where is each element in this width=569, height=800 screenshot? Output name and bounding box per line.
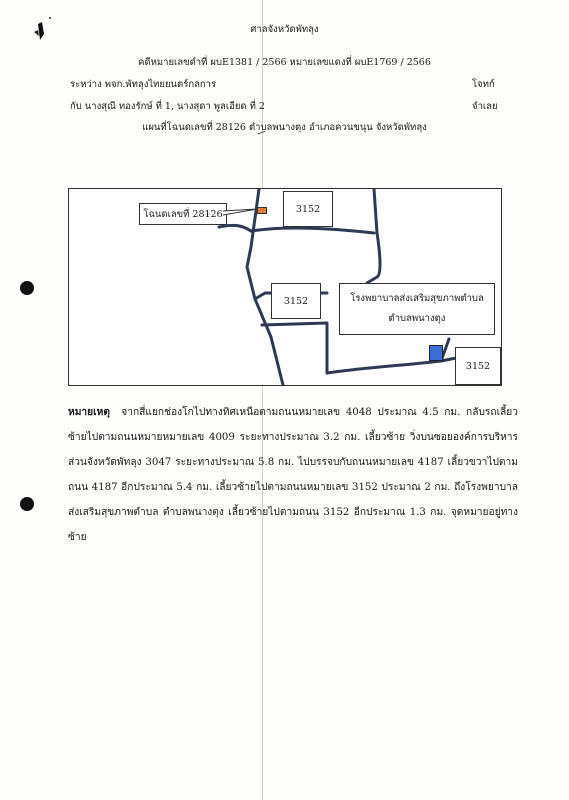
defendant-role: จำเลย [472,101,498,112]
road-label-mid: 3152 [271,283,321,319]
road-lower-branch [262,323,327,373]
punch-hole [20,281,34,295]
hospital-label-line1: โรงพยาบาลส่งเสริมสุขภาพตำบล [350,293,484,304]
directions-note [68,400,518,550]
note-heading: หมายเหตุ [68,406,110,418]
road-label-top: 3152 [283,191,333,227]
deed-callout-pointer [223,207,259,217]
road-upper-across [251,228,374,233]
deed-label: โฉนดเลขที่ 28126 [139,203,227,225]
punch-hole [20,497,34,511]
hospital-label [339,283,495,335]
plaintiff-role: โจทก์ [472,79,495,90]
note-text: จากสี่แยกช่องโกไปทางทิศเหนือตามถนนหมายเลข 4048 ประมาณ 4.5 กม. กลับรถเลี้ยวซ้ายไปตามถนนหมายหมายเลข 4009 ระยะทางประมาณ 3.2 กม. เลี้ยวซ้าย วิ่งบนซอยองค์การบริหารส่วนจังหวัดพัทลุง 3047 ระยะทางประมาณ 5.8 กม. ไปบรรจบกับถนนหมายเลข 4187 เลี้ยวขวาไปตามถนน 4187 อีกประมาณ 5.4 กม. เลี้ยวซ้ายไปตามถนนหมายเลข 3152 ประมาณ 2 กม. ถึงโรงพยาบาลส่งเสริมสุขภาพตำบล ตำบลพนางตุง เลี้ยวซ้ายไปตามถนน 3152 อีกประมาณ 1.3 กม. จุดหมายอยู่ทางซ้าย [68,407,518,543]
defendant-line: กับ นางสุณี ทองรักษ์ ที่ 1, นางสุดา พูลเอียด ที่ 2 [70,101,265,112]
case-numbers: คดีหมายเลขดำที่ ผบE1381 / 2566 หมายเลขแดงที่ ผบE1769 / 2566 [138,57,431,68]
map-title: แผนที่โฉนดเลขที่ 28126 ตำบลพนางตุง อำเภอควนขนุน จังหวัดพัทลุง [142,122,427,133]
hospital-marker [429,345,443,361]
court-name: ศาลจังหวัดพัทลุง [250,24,319,35]
plaintiff-line: ระหว่าง พจก.พัทลุงไทยยนตร์กลการ [70,79,217,90]
road-upper-left [219,225,251,231]
location-map [68,188,502,386]
road-label-bottom: 3152 [455,347,501,385]
hospital-label-line2: ตำบลพนางตุง [388,313,446,324]
road-upper-right [367,189,380,283]
